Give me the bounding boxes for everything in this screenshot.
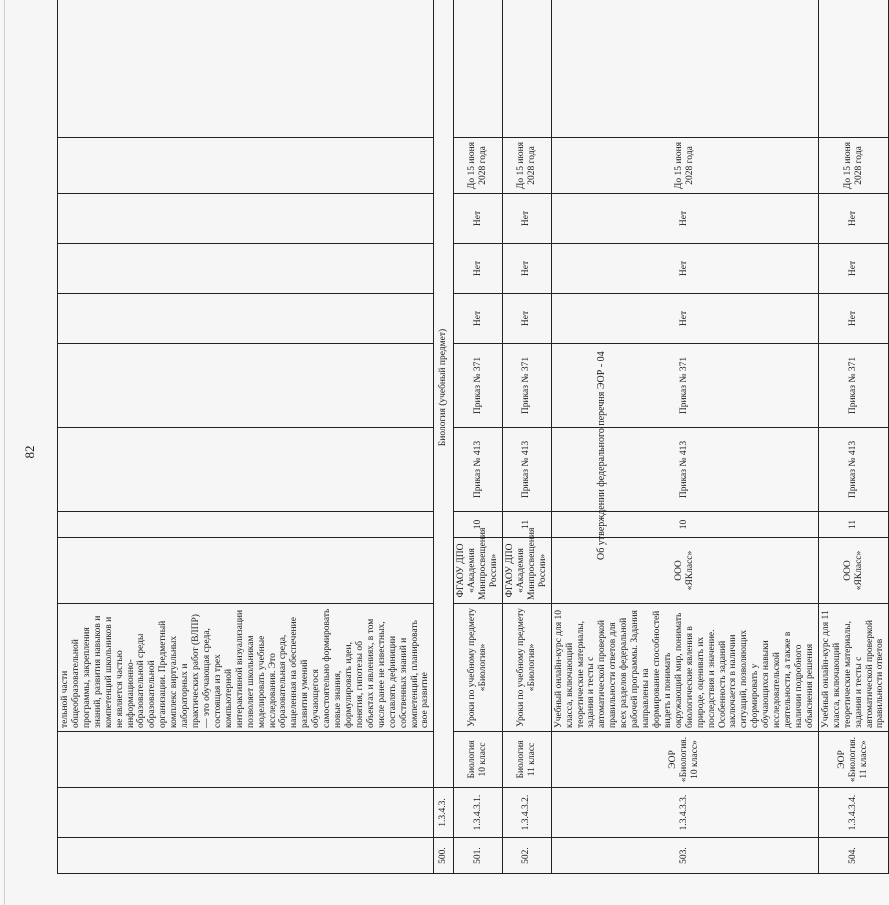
criterion1-cell [58,294,434,344]
order2-cell: Приказ № 371 [454,344,503,428]
description-cell: тельной части общеобразовательной программы, закрепления знаний, развития навыков и компетенций школьников и не является частью информационно-образовательной среды образовательной организации. Предметный комплекс виртуальных лабораторных и практических работ (ВЛПР) — это обучающая среда, состоящая из трех компьютерной интерактивной визуализации позволяет школьникам моделировать учебные исследования. Это образовательная среда, нацеленная на обеспечение развития умений обучающегося самостоятельно формировать новые знания, формулировать идеи, понятия, гипотезы об объектах и явлениях, в том числе ранее не известных, составлять дефиниции собственных знаний и компетенций, планировать свое развитие [58,604,434,732]
order2-cell: Приказ № 371 [818,344,889,428]
row-number-cell: 503. [551,838,818,874]
code-cell: 1.3.4.3.3. [551,788,818,838]
code-cell [58,788,434,838]
order2-cell: Приказ № 371 [503,344,552,428]
grade-cell: 11 [503,512,552,538]
provider-cell [58,538,434,604]
description-cell: Учебный онлайн-курс для 10 класса, включающий теоретические материалы, задания и тесты с автоматической проверкой правильности ответов для всех разделов федеральной рабочей программы. Задания направлены на формирование способностей видеть и понимать окружающий мир, понимать биологические явления в природе, оценивать их последствия и значение. Особенность заданий заключается в наличии ситуаций, позволяющих сформировать у обучающихся навыки исследовательской деятельности, а также в наличии подробного объяснения решения [551,604,818,732]
name-cell [58,732,434,788]
criterion1-cell: Нет [551,294,818,344]
order1-cell [58,428,434,512]
footer-note: Об утверждении федерального перечня ЭОР - 04 [596,351,607,560]
name-cell: Биология 10 класс [454,732,503,788]
criterion2-cell: Нет [551,244,818,294]
table-row [503,0,552,874]
order1-cell: Приказ № 413 [818,428,889,512]
extra-cell [454,0,503,138]
description-cell: Уроки по учебному предмету «Биология» [454,604,503,732]
page-number: 82 [22,445,37,459]
grade-cell: 10 [551,512,818,538]
code-cell: 1.3.4.3. [434,788,454,838]
deadline-cell: До 15 июня 2028 года [454,138,503,194]
code-cell: 1.3.4.3.1. [454,788,503,838]
order1-cell: Приказ № 413 [503,428,552,512]
extra-cell [503,0,552,138]
resource-table [57,0,889,874]
row-number-cell: 504. [818,838,889,874]
name-cell: ЭОР «Биология. 11 класс» [818,732,889,788]
extra-cell [818,0,889,138]
order1-cell: Приказ № 413 [551,428,818,512]
description-cell: Учебный онлайн-курс для 11 класса, включающий теоретические материалы, задания и тесты с автоматической проверкой правильности ответов [818,604,889,732]
deadline-cell: До 15 июня 2028 года [818,138,889,194]
name-cell: Биология 11 класс [503,732,552,788]
criterion3-cell: Нет [818,194,889,244]
provider-cell: ФГАОУ ДПО «Академия Минпросвещения России» [503,538,552,604]
table-row [551,0,818,874]
criterion1-cell: Нет [454,294,503,344]
page-edge-line [4,0,5,905]
criterion3-cell: Нет [454,194,503,244]
provider-cell: ООО «ЯКласс» [551,538,818,604]
criterion3-cell: Нет [551,194,818,244]
row-number-cell: 502. [503,838,552,874]
criterion2-cell [58,244,434,294]
provider-cell: ООО «ЯКласс» [818,538,889,604]
table-row [818,0,889,874]
criterion3-cell: Нет [503,194,552,244]
criterion2-cell: Нет [454,244,503,294]
criterion3-cell [58,194,434,244]
row-number-cell: 501. [454,838,503,874]
section-title: Биология (учебный предмет) [434,0,454,788]
row-number-cell [58,838,434,874]
criterion1-cell: Нет [818,294,889,344]
table-row [454,0,503,874]
order2-cell [58,344,434,428]
order2-cell: Приказ № 371 [551,344,818,428]
extra-cell [551,0,818,138]
deadline-cell: До 15 июня 2028 года [503,138,552,194]
grade-cell: 10 [454,512,503,538]
code-cell: 1.3.4.3.2. [503,788,552,838]
order1-cell: Приказ № 413 [454,428,503,512]
criterion2-cell: Нет [818,244,889,294]
table-container [57,38,886,874]
deadline-cell: До 15 июня 2028 года [551,138,818,194]
criterion1-cell: Нет [503,294,552,344]
section-row [434,0,454,874]
table-row [58,0,434,874]
code-cell: 1.3.4.3.4. [818,788,889,838]
provider-cell: ФГАОУ ДПО «Академия Минпросвещения России» [454,538,503,604]
grade-cell [58,512,434,538]
grade-cell: 11 [818,512,889,538]
deadline-cell [58,138,434,194]
row-number-cell: 500. [434,838,454,874]
name-cell: ЭОР «Биология. 10 класс» [551,732,818,788]
description-cell: Уроки по учебному предмету «Биология» [503,604,552,732]
criterion2-cell: Нет [503,244,552,294]
extra-cell [58,0,434,138]
